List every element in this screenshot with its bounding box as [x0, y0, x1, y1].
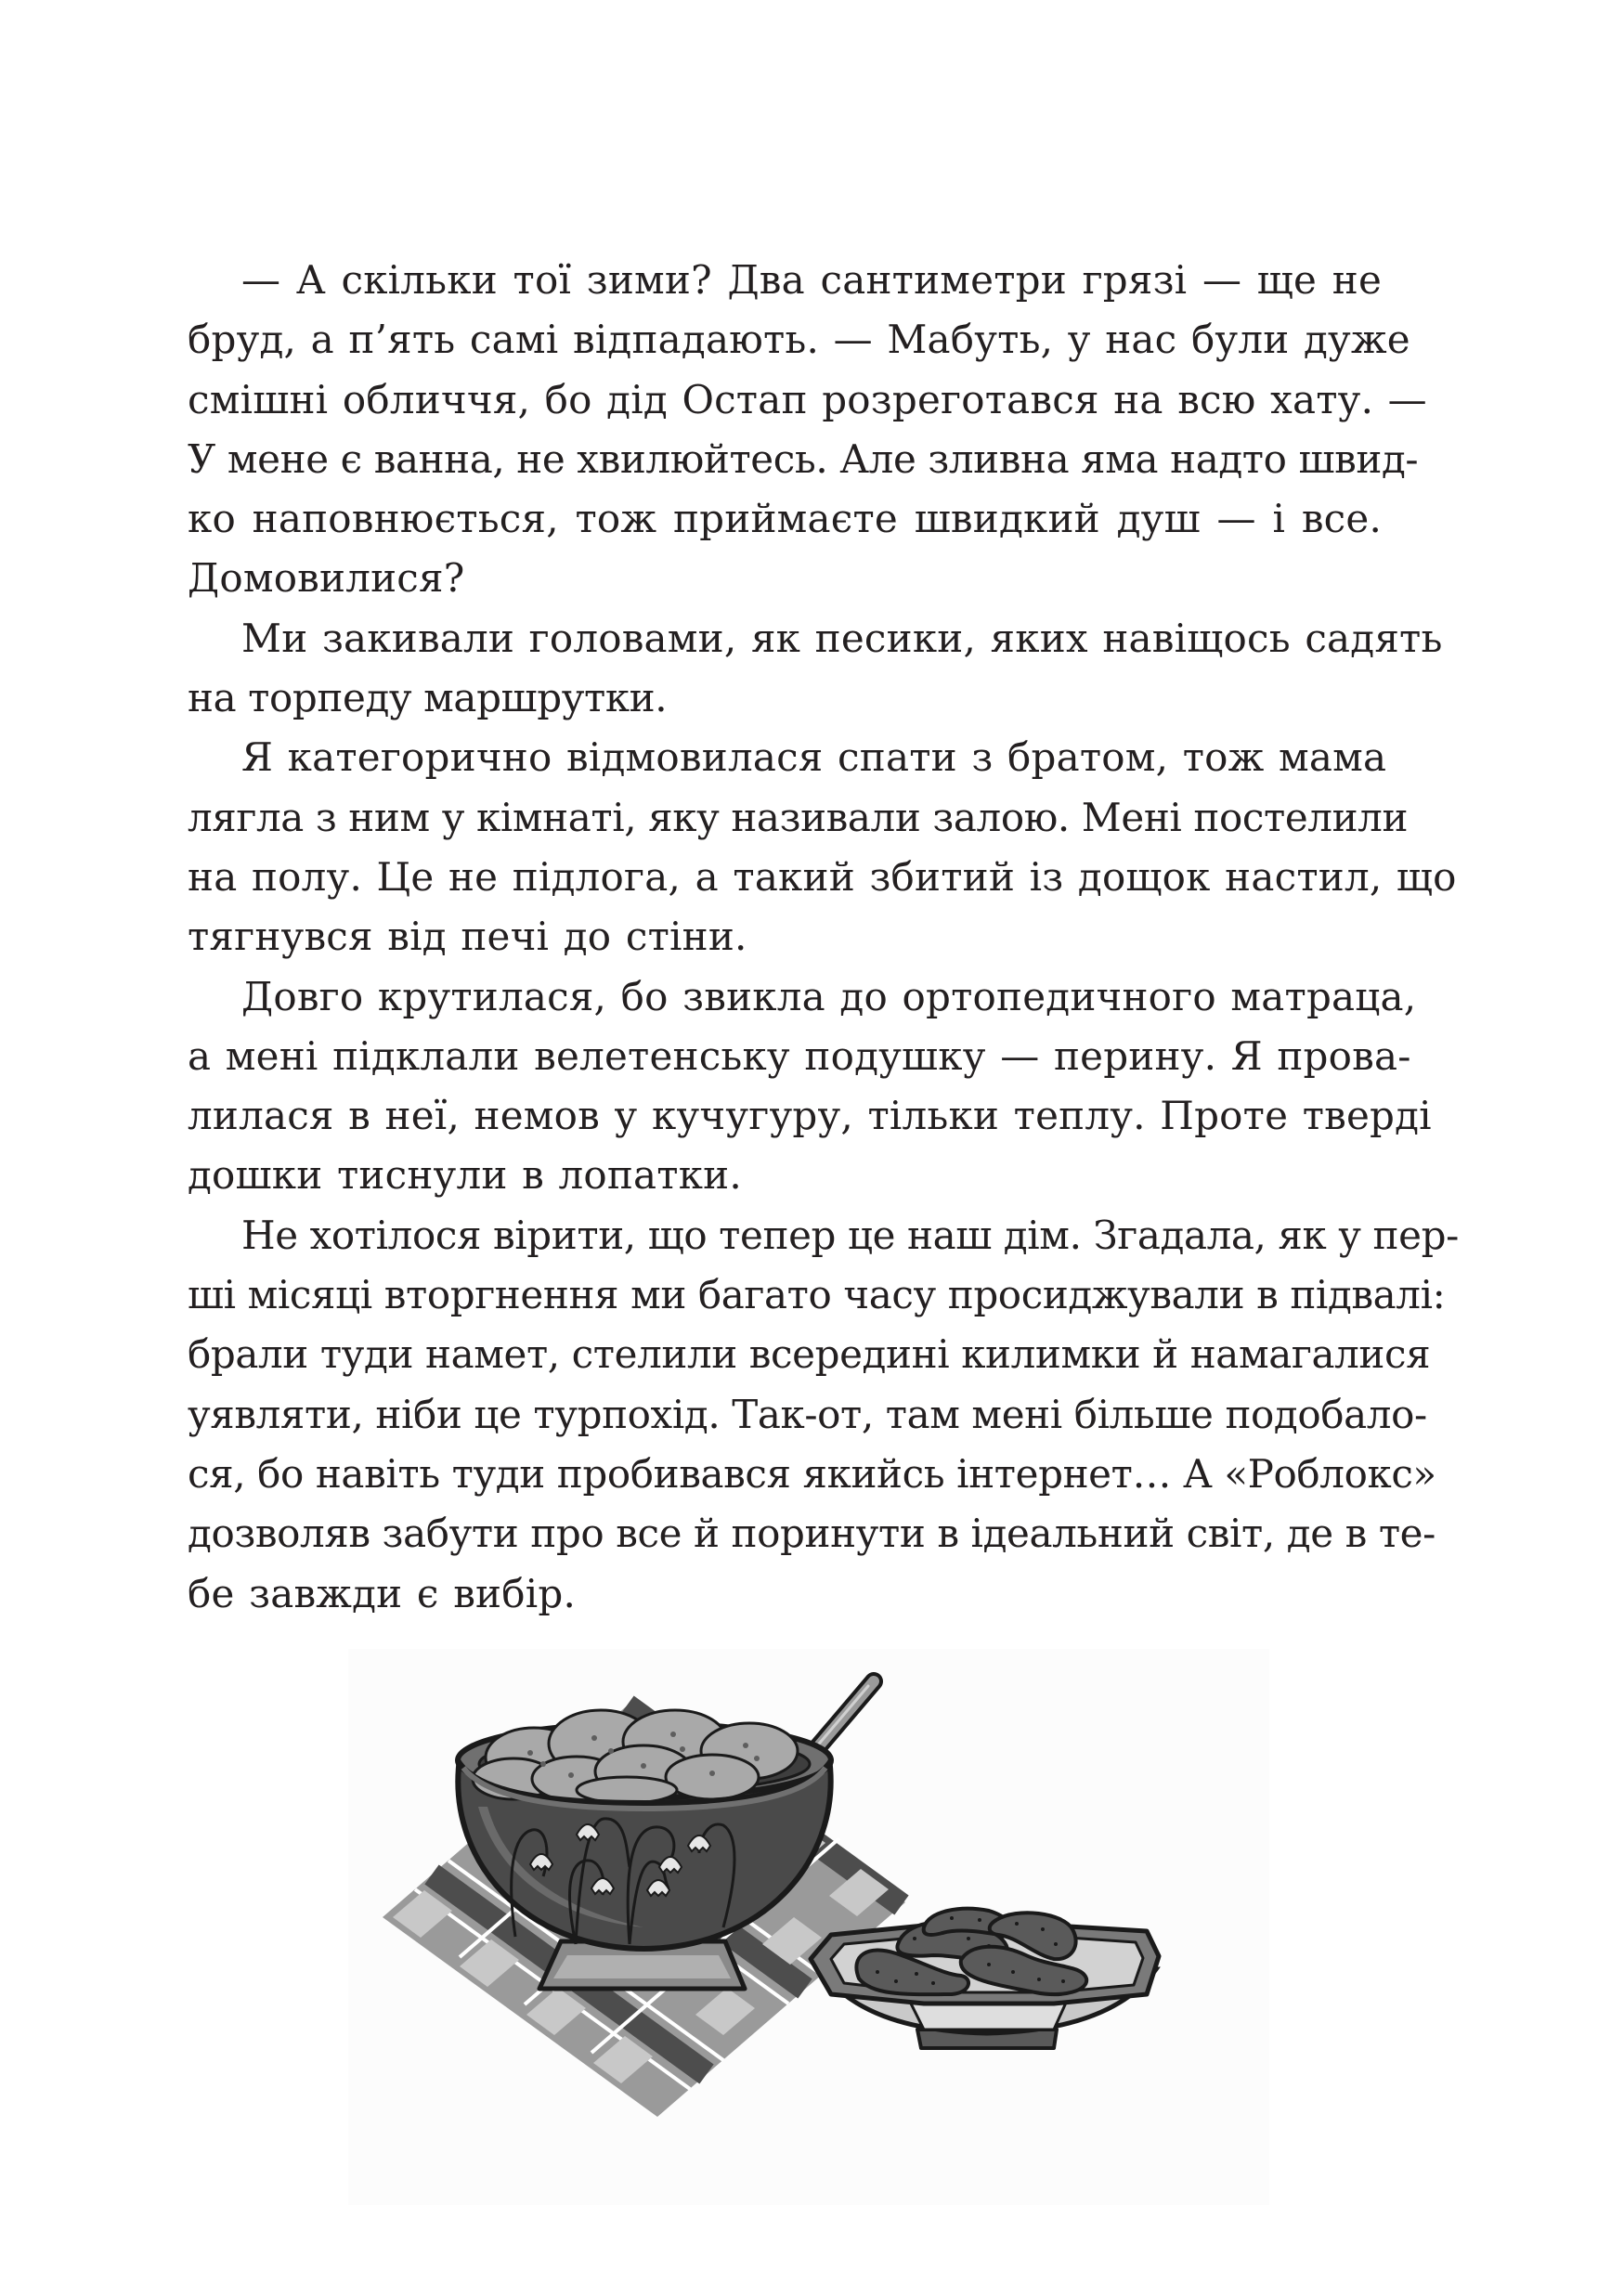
- text-line: уявляти, ніби це турпохід. Так-от, там мені більше подобало-: [188, 1391, 1427, 1437]
- paragraph: [188, 251, 1427, 609]
- body-text: [188, 251, 1459, 1624]
- text-line: смішні обличчя, бо дід Остап розреготався на всю хату. —: [188, 376, 1427, 422]
- text-line: лягла з ним у кімнаті, яку називали залою. Мені постелили: [188, 794, 1409, 840]
- bowl-foot-highlight: [553, 1955, 731, 1978]
- potatoes: [473, 1710, 798, 1803]
- text-line: бруд, а п’ять самі відпадають. — Мабуть, у нас були дуже: [188, 317, 1410, 363]
- text-line: а мені підклали велетенську подушку — перину. Я прова-: [188, 1032, 1411, 1079]
- text-line: Ми закивали головами, як песики, яких навіщось садять: [241, 615, 1443, 661]
- text-line: ші місяці вторгнення ми багато часу просиджували в підвалі:: [188, 1272, 1446, 1318]
- text-line: Довго крутилася, бо звикла до ортопедичного матраца,: [241, 973, 1417, 1019]
- illustration-canvas: [348, 1649, 1269, 2205]
- text-line: лилася в неї, немов у кучугуру, тільки теплу. Проте тверді: [188, 1093, 1432, 1139]
- paragraph: [188, 967, 1432, 1206]
- text-line: дозволяв забути про все й поринути в ідеальний світ, де в те-: [188, 1511, 1436, 1557]
- paragraph: [188, 1206, 1459, 1624]
- text-line: на торпеду маршрутки.: [188, 675, 668, 721]
- text-line: Я категорично відмовилася спати з братом, тож мама: [241, 734, 1387, 781]
- text-line: ко наповнюється, тож приймаєте швидкий душ — і все.: [188, 496, 1382, 542]
- text-line: ся, бо навіть туди пробивався якийсь інтернет… А «Роблокс»: [188, 1450, 1436, 1497]
- text-line: — А скільки тої зими? Два сантиметри грязі — ще не: [241, 257, 1382, 303]
- text-line: бе завжди є вибір.: [188, 1570, 576, 1616]
- text-line: брали туди намет, стелили всередині килимки й намагалися: [188, 1331, 1431, 1378]
- text-line: тягнувся від печі до стіни.: [188, 914, 747, 960]
- text-line: дошки тиснули в лопатки.: [188, 1152, 742, 1199]
- paragraph: [188, 728, 1457, 966]
- text-line: Домовилися?: [188, 555, 465, 602]
- text-line: Не хотілося вірити, що тепер це наш дім. Згадала, як у пер-: [241, 1212, 1459, 1258]
- paragraph: [188, 609, 1443, 729]
- text-line: У мене є ванна, не хвилюйтесь. Але зливна яма надто швид-: [188, 435, 1419, 482]
- illustration: [348, 1649, 1269, 2205]
- text-line: на полу. Це не підлога, а такий збитий із дощок настил, що: [188, 853, 1457, 900]
